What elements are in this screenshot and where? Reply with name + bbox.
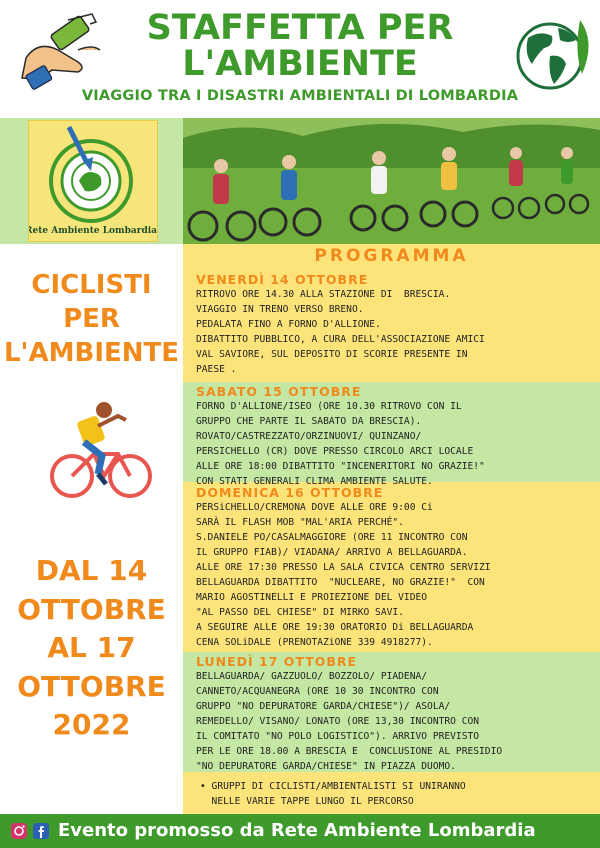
logo-target-icon xyxy=(29,121,159,243)
note-line: • GRUPPI DI CICLISTI/AMBIENTALISTI SI UNIRANNO xyxy=(200,781,466,792)
ciclisti-line: PER xyxy=(63,304,120,334)
title-line-2: L'AMBIENTE xyxy=(182,44,418,84)
day-heading: VENERDÌ 14 OTTOBRE xyxy=(196,272,369,287)
facebook-icon[interactable] xyxy=(32,822,50,840)
description-line: VIAGGIO IN TRENO VERSO BRENO. xyxy=(196,304,364,315)
subtitle: VIAGGIO TRA I DISASTRI AMBIENTALI DI LOMBARDIA xyxy=(81,88,519,104)
ciclisti-line: L'AMBIENTE xyxy=(3,338,180,368)
description-line: ALLE ORE 17:30 PRESSO LA SALA CIVICA CENTRO SERVIZI xyxy=(196,562,491,573)
description-line: REMEDELLO/ VISANO/ LONATO (ORE 13,30 INCONTRO CON xyxy=(196,716,480,727)
description-line: PERSICHELLO (CR) DOVE PRESSO CIRCOLO ARCI LOCALE xyxy=(196,446,474,457)
description-line: CANNETO/ACQUANEGRA (ORE 10 30 INCONTRO CON xyxy=(196,686,439,697)
description-line: PAESE . xyxy=(196,364,237,375)
description-line: "NO DEPURATORE GARDA/CHIESE" IN PIAZZA DUOMO. xyxy=(196,761,456,772)
cyclist-illustration-icon xyxy=(48,398,152,502)
description-line: GRUPPO "NO DEPURATORE GARDA/CHIESE")/ ASOLA/ xyxy=(196,701,451,712)
description-line: MARIO AGOSTINELLI E PROIEZIONE DEL VIDEO xyxy=(196,592,428,603)
description-line: BELLAGUARDA DIBATTITO "NUCLEARE, NO GRAZIE!" CON xyxy=(196,577,485,588)
description-line: RITROVO ORE 14.30 ALLA STAZIONE DI BRESCIA. xyxy=(196,289,451,300)
ciclisti-line: CICLISTI xyxy=(31,270,152,300)
rete-ambiente-logo xyxy=(28,120,158,242)
description-line: PERSiCHELLO/CREMONA DOVE ALLE ORE 9:00 Ci xyxy=(196,502,433,513)
description-line: PEDALATA FINO A FORNO D'ALLIONE. xyxy=(196,319,381,330)
description-line: ROVATO/CASTREZZATO/ORZINUOVI/ QUINZANO/ xyxy=(196,431,422,442)
ciclisti-per-ambiente xyxy=(0,268,183,370)
cyclists-photo xyxy=(183,118,600,244)
description-line: CON STATI GENERALI CLIMA AMBIENTE SALUTE. xyxy=(196,476,433,487)
description-line: A SEGUIRE ALLE ORE 19:30 ORATORIO Di BELLAGUARDA xyxy=(196,622,474,633)
day-description xyxy=(196,500,598,650)
description-line: GRUPPO CHE PARTE IL SABATO DA BRESCIA). xyxy=(196,416,422,427)
description-line: SARÀ IL FLASH MOB "MAL'ARIA PERCHÉ". xyxy=(196,517,404,528)
day-description xyxy=(196,287,598,377)
instagram-icon[interactable] xyxy=(10,822,28,840)
programma-title: PROGRAMMA xyxy=(314,246,469,266)
description-line: S.DANIELE PO/CASALMAGGIORE (ORE 11 INCONTRO CON xyxy=(196,532,468,543)
description-line: BELLAGUARDA/ GAZZUOLO/ BOZZOLO/ PIADENA/ xyxy=(196,671,428,682)
footer-promo-text: Evento promosso da Rete Ambiente Lombardia xyxy=(58,820,536,841)
date-line: DAL 14 xyxy=(35,554,148,587)
description-line: IL COMITATO "NO POLO LOGISTICO"). ARRIVO PREVISTO xyxy=(196,731,480,742)
hand-with-battery-icon xyxy=(8,10,108,90)
day-heading: DOMENICA 16 OTTOBRE xyxy=(196,485,384,500)
event-dates xyxy=(0,552,183,745)
description-line: CENA SOLiDALE (PRENOTAZiONE 339 4918277). xyxy=(196,637,433,648)
globe-leaf-icon xyxy=(510,12,594,96)
note-line: NELLE VARIE TAPPE LUNGO IL PERCORSO xyxy=(200,796,414,807)
date-line: OTTOBRE xyxy=(17,669,166,703)
logo-text: Rete Ambiente Lombardia xyxy=(29,226,157,236)
title-line-1: STAFFETTA PER xyxy=(146,8,454,48)
description-line: PER LE ORE 18.00 A BRESCIA E CONCLUSIONE AL PRESIDIO xyxy=(196,746,503,757)
description-line: FORNO D'ALLIONE/ISEO (ORE 10.30 RITROVO CON IL xyxy=(196,401,462,412)
description-line: DIBATTITO PUBBLICO, A CURA DELL'ASSOCIAZIONE AMICI xyxy=(196,334,485,345)
day-heading: SABATO 15 OTTOBRE xyxy=(196,384,362,399)
date-line: AL 17 xyxy=(47,631,136,664)
day-heading: LUNEDÌ 17 OTTOBRE xyxy=(196,654,358,669)
description-line: VAL SAVIORE, SUL DEPOSITO DI SCORIE PRESENTE IN xyxy=(196,349,468,360)
date-line: OTTOBRE xyxy=(17,592,166,626)
description-line: "AL PASSO DEL CHIESE" DI MIRKO SAVI. xyxy=(196,607,404,618)
description-line: ALLE ORE 18:00 DIBATTITO "INCENERITORI NO GRAZIE!" xyxy=(196,461,485,472)
note-text xyxy=(200,779,600,809)
day-description xyxy=(196,669,598,774)
description-line: IL GRUPPO FIAB)/ VIADANA/ ARRIVO A BELLAGUARDA. xyxy=(196,547,468,558)
day-description xyxy=(196,399,598,489)
date-line: 2022 xyxy=(52,708,131,741)
